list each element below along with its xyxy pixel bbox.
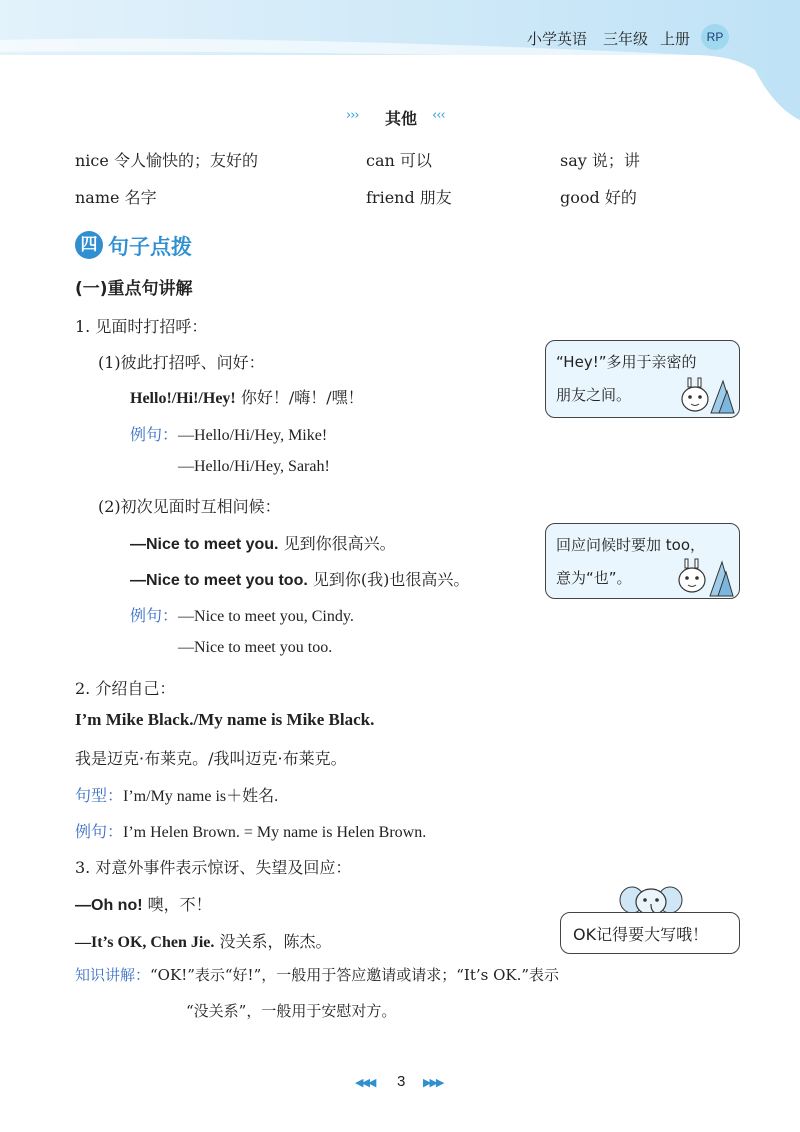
self-intro-sentence: I’m Mike Black./My name is Mike Black. xyxy=(75,710,375,729)
nice-to-meet-you-too-cn: 见到你(我)也很高兴。 xyxy=(312,570,470,589)
section-right-arrows: ‹‹‹ xyxy=(432,108,445,123)
too-tip-box xyxy=(545,523,740,599)
page-number: 3 xyxy=(397,1073,406,1090)
header-subject: 小学英语 xyxy=(527,31,588,48)
point1-sub1-phrase-line xyxy=(130,385,364,408)
hey-tip-line1: “Hey!”多用于亲密的 xyxy=(556,353,697,371)
vocab-say: say 说；讲 xyxy=(560,151,640,170)
vocab-can: can 可以 xyxy=(366,151,432,170)
footer-right-arrows: ▶▶▶ xyxy=(423,1076,443,1089)
too-tip-line1: 回应问候时要加 too， xyxy=(556,536,706,554)
footer-left-arrows: ◀◀◀ xyxy=(355,1076,375,1089)
vocab-name: name 名字 xyxy=(75,188,157,207)
point1-example2-line xyxy=(130,603,354,626)
point3-line1 xyxy=(75,892,212,915)
example-label: 例句： xyxy=(75,822,124,841)
knowledge-text-1: “OK!”表示“好!”，一般用于答应邀请或请求；“It’s OK.”表示 xyxy=(150,966,560,984)
oh-no-cn: 噢，不！ xyxy=(147,895,212,914)
hey-tip-line2: 朋友之间。 xyxy=(556,386,632,404)
self-intro-sentence-cn: 我是迈克·布莱克。/我叫迈克·布莱克。 xyxy=(75,749,347,768)
giraffe-icon xyxy=(671,373,735,417)
vocab-friend: friend 朋友 xyxy=(366,188,452,207)
point1-sub2: (2)初次见面时互相问候： xyxy=(98,497,281,516)
vocab-nice: nice 令人愉快的；友好的 xyxy=(75,151,258,170)
too-tip-line2: 意为“也”。 xyxy=(556,569,632,587)
example-label: 例句： xyxy=(130,425,179,444)
other-section-title: 其他 xyxy=(385,109,418,128)
point3-heading: 3. 对意外事件表示惊讶、失望及回应： xyxy=(75,858,352,877)
knowledge-line1 xyxy=(75,964,559,985)
point2-heading: 2. 介绍自己： xyxy=(75,679,176,698)
section-number-badge: 四 xyxy=(75,231,103,259)
section-title: 句子点拨 xyxy=(108,235,192,259)
pattern-line xyxy=(75,783,278,806)
point1-sub2-line2 xyxy=(130,567,469,590)
publisher-badge: RP xyxy=(701,24,729,50)
oh-no-phrase: —Oh no! xyxy=(75,897,143,914)
example-sentence: —Hello/Hi/Hey, Mike! xyxy=(178,427,328,444)
example-sentence: I’m Helen Brown. = My name is Helen Brown. xyxy=(123,824,427,841)
example-label: 例句： xyxy=(130,606,179,625)
its-ok-cn: 没关系，陈杰。 xyxy=(219,932,332,951)
point1-sub2-line1 xyxy=(130,531,396,554)
hey-tip-box xyxy=(545,340,740,418)
point1-heading: 1. 见面时打招呼： xyxy=(75,317,208,336)
ok-tip-text: OK记得要大写哦！ xyxy=(573,925,709,944)
its-ok-phrase: —It’s OK, Chen Jie. xyxy=(75,934,215,951)
example-sentence: —Nice to meet you too. xyxy=(178,639,333,656)
subsection-title: (一)重点句讲解 xyxy=(75,279,193,299)
nice-to-meet-you-cn: 见到你很高兴。 xyxy=(283,534,396,553)
point1-example1-line xyxy=(130,422,327,445)
example-sentence: —Hello/Hi/Hey, Sarah! xyxy=(178,458,330,475)
knowledge-label: 知识讲解： xyxy=(75,966,151,984)
nice-to-meet-you: —Nice to meet you. xyxy=(130,536,279,553)
section-left-arrows: ››› xyxy=(346,108,359,123)
example-sentence: —Nice to meet you, Cindy. xyxy=(178,608,354,625)
ok-tip-bubble xyxy=(560,912,740,954)
nice-to-meet-you-too: —Nice to meet you too. xyxy=(130,572,308,589)
point1-sub1: (1)彼此打招呼、问好： xyxy=(98,353,265,372)
pattern-text: I’m/My name is＋姓名. xyxy=(123,788,279,805)
pattern-label: 句型： xyxy=(75,786,124,805)
giraffe-icon xyxy=(668,554,734,598)
point2-example-line xyxy=(75,819,426,842)
header-grade: 三年级 xyxy=(603,31,649,48)
elephant-icon xyxy=(612,882,690,916)
point3-line2 xyxy=(75,929,332,952)
greeting-phrase-cn: 你好！/嗨！/嘿！ xyxy=(240,388,364,407)
header-volume: 上册 xyxy=(660,31,691,48)
greeting-phrase: Hello!/Hi!/Hey! xyxy=(130,390,236,407)
vocab-good: good 好的 xyxy=(560,188,637,207)
knowledge-text-2: “没关系”，一般用于安慰对方。 xyxy=(186,1002,397,1020)
